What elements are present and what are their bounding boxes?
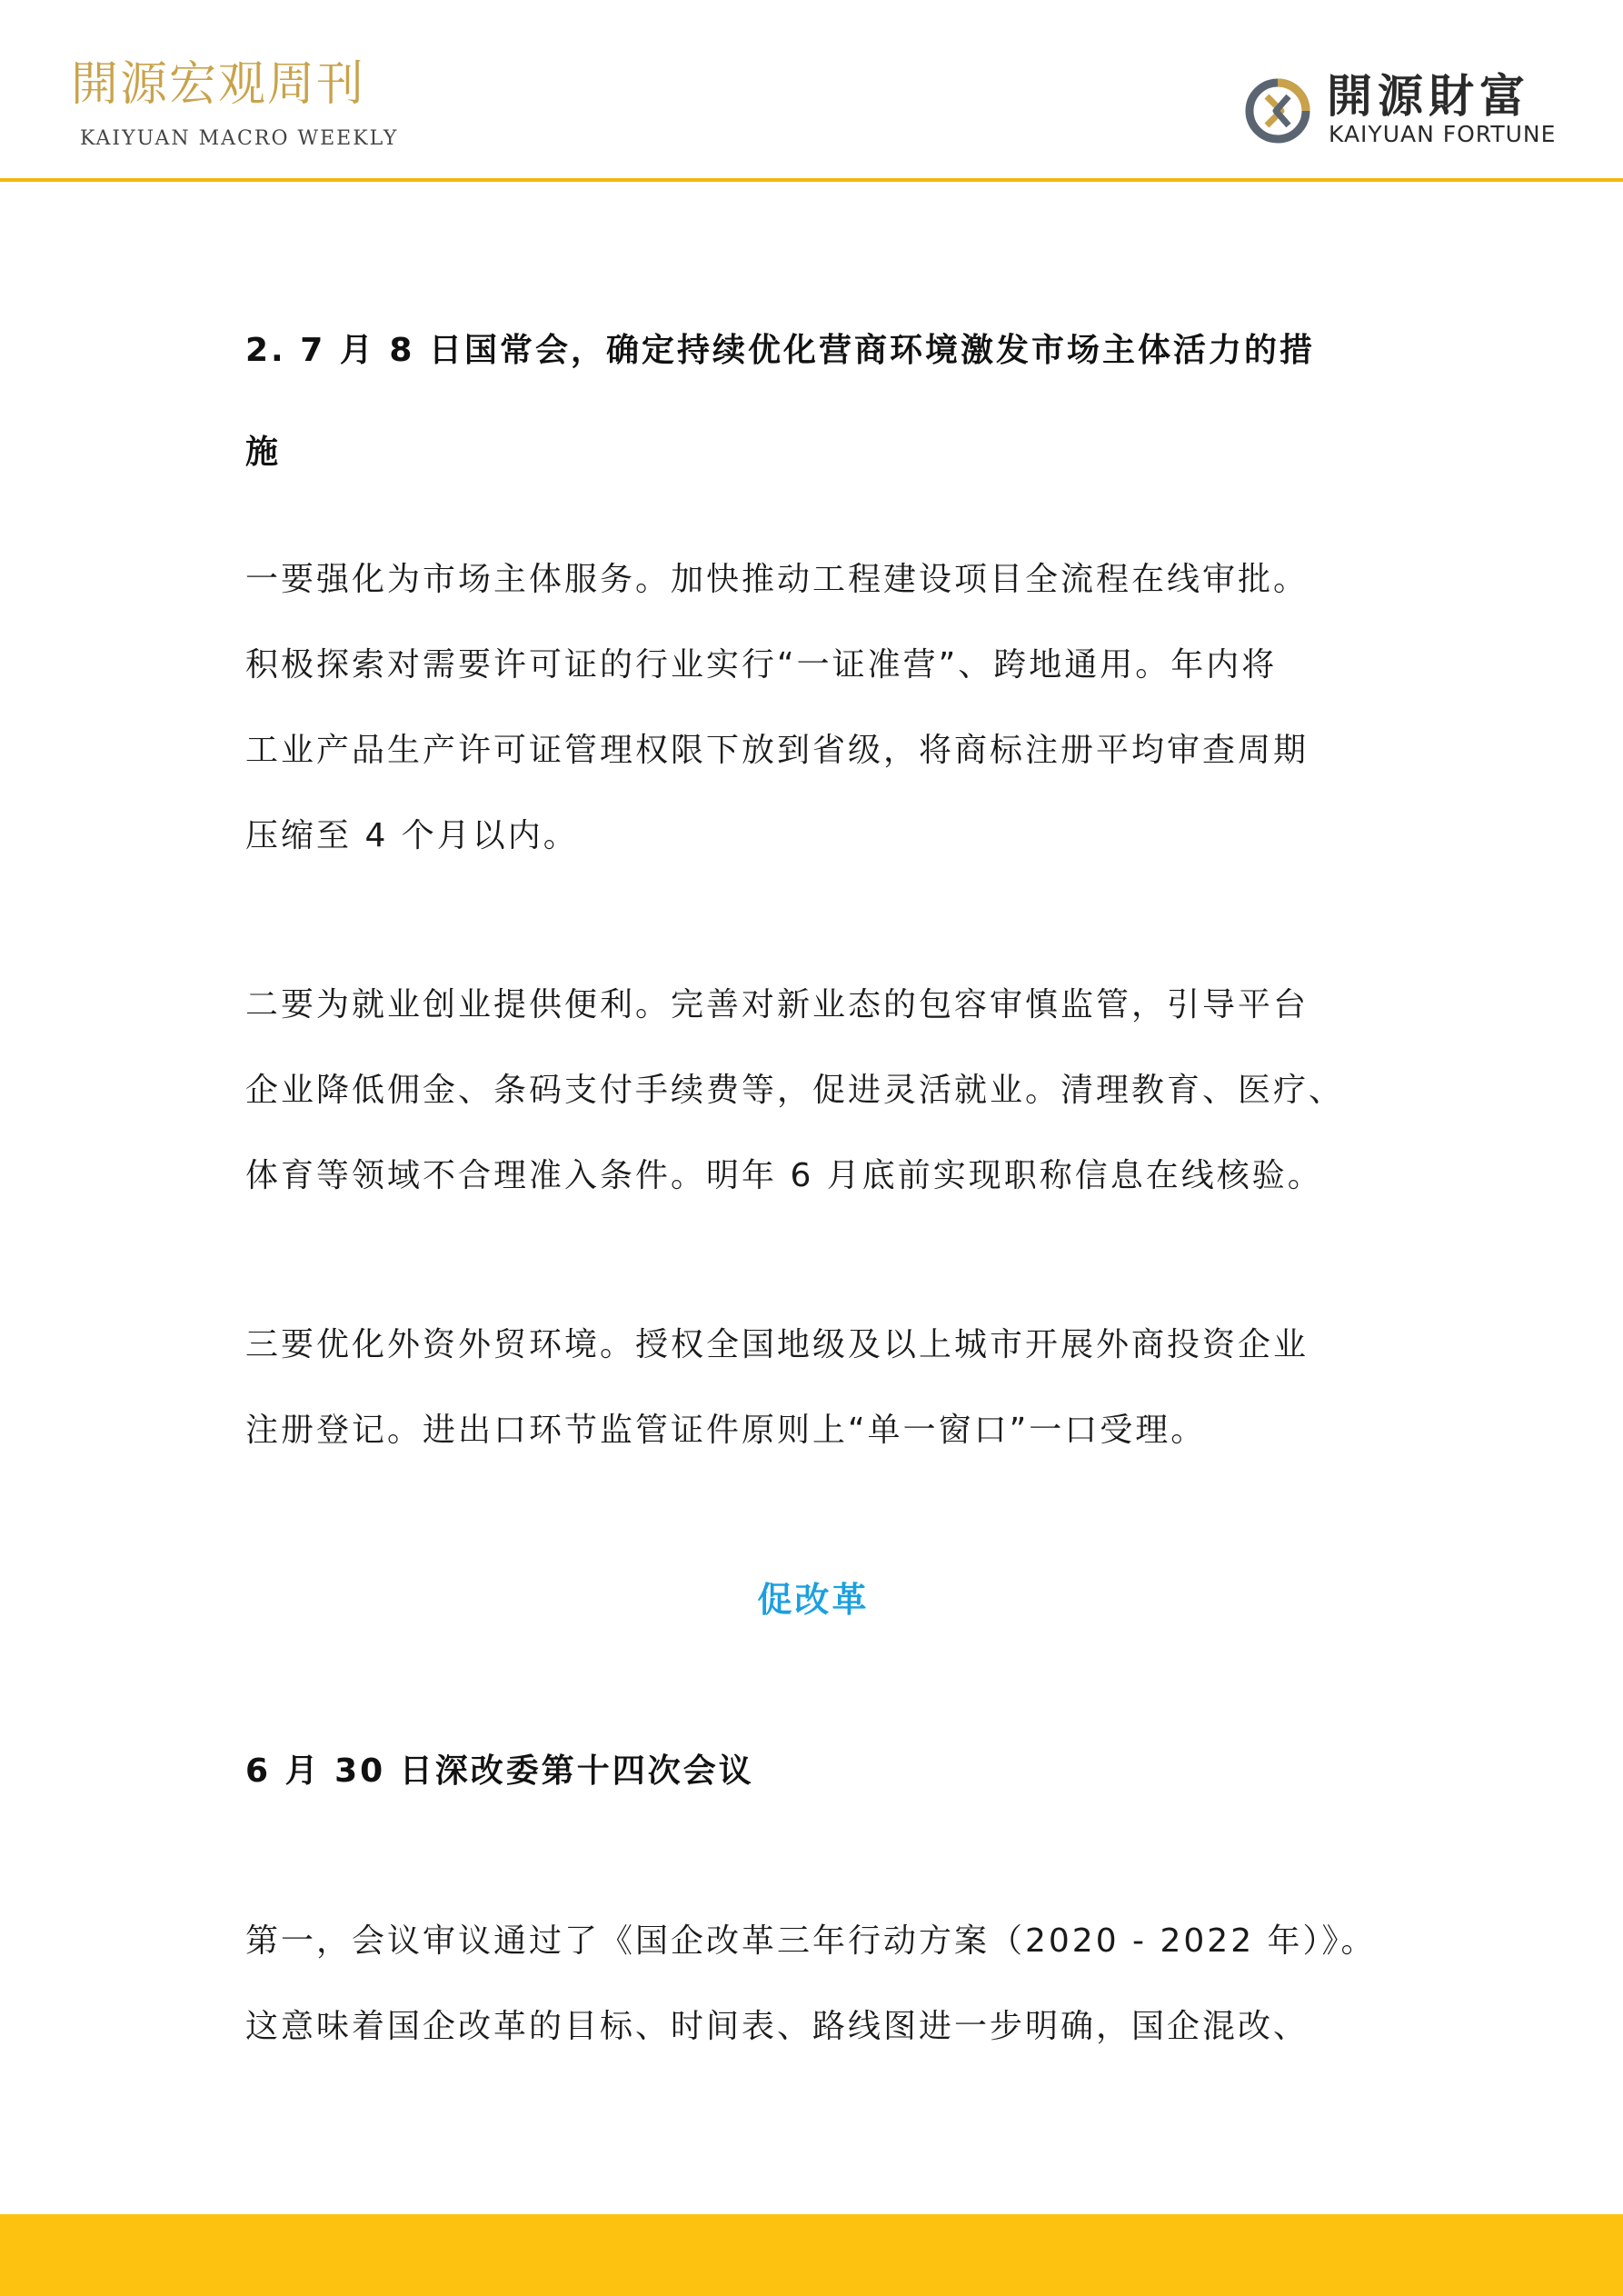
heading-line: 施 <box>245 434 282 471</box>
page-header <box>0 0 1623 182</box>
paragraph-line: 企业降低佣金、条码支付手续费等，促进灵活就业。清理教育、医疗、 <box>245 1072 1345 1109</box>
heading-state-council-meeting <box>245 300 1381 504</box>
heading-reform-commission-meeting: 6 月 30 日深改委第十四次会议 <box>245 1752 754 1790</box>
paragraph-soe-reform <box>245 1899 1381 2070</box>
paragraph-line: 压缩至 4 个月以内。 <box>245 817 579 854</box>
heading-line: 2. 7 月 8 日国常会，确定持续优化营商环境激发市场主体活力的措 <box>245 332 1315 369</box>
brand-title: 開源宏观周刊 <box>71 57 366 112</box>
footer-bar <box>0 2214 1623 2296</box>
paragraph-line: 三要优化外资外贸环境。授权全国地级及以上城市开展外商投资企业 <box>245 1326 1309 1363</box>
kaiyuan-logo-icon <box>1243 76 1312 145</box>
logo-name: 開源財富 <box>1327 70 1530 123</box>
brand-subtitle: KAIYUAN MACRO WEEKLY <box>80 127 399 150</box>
header-divider <box>0 178 1623 182</box>
paragraph-line: 体育等领域不合理准入条件。明年 6 月底前实现职称信息在线核验。 <box>245 1157 1323 1194</box>
paragraph-line: 一要强化为市场主体服务。加快推动工程建设项目全流程在线审批。 <box>245 561 1309 598</box>
paragraph-line: 注册登记。进出口环节监管证件原则上“单一窗口”一口受理。 <box>245 1412 1207 1449</box>
section-title-reform: 促改革 <box>757 1580 870 1620</box>
paragraph-line: 二要为就业创业提供便利。完善对新业态的包容审慎监管，引导平台 <box>245 986 1309 1023</box>
paragraph-market-service <box>245 537 1381 879</box>
paragraph-line: 这意味着国企改革的目标、时间表、路线图进一步明确，国企混改、 <box>245 2008 1309 2045</box>
paragraph-line: 第一，会议审议通过了《国企改革三年行动方案（2020 - 2022 年）》。 <box>245 1922 1377 1960</box>
paragraph-employment <box>245 963 1381 1219</box>
paragraph-foreign-trade <box>245 1303 1381 1473</box>
paragraph-line: 工业产品生产许可证管理权限下放到省级，将商标注册平均审查周期 <box>245 732 1309 769</box>
logo-english-name: KAIYUAN FORTUNE <box>1329 121 1557 147</box>
paragraph-line: 积极探索对需要许可证的行业实行“一证准营”、跨地通用。年内将 <box>245 646 1278 684</box>
